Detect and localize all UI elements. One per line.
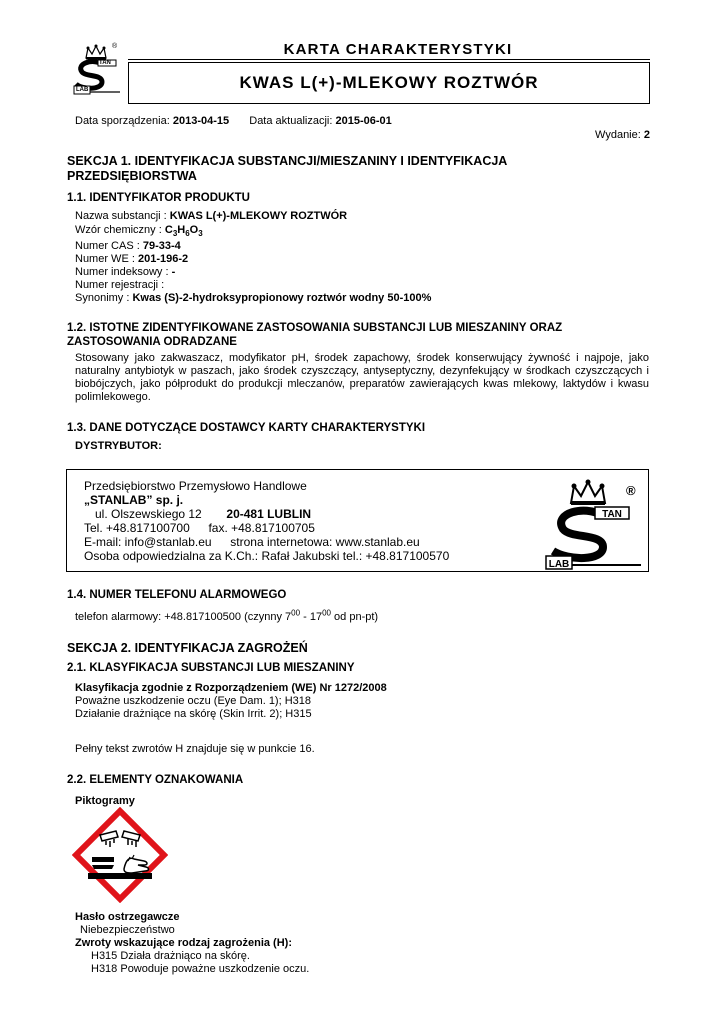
city: 20-481 LUBLIN <box>226 507 312 521</box>
logo-tan-large-text: TAN <box>602 509 622 520</box>
address-row <box>95 507 311 521</box>
section-1-1-title: 1.1. IDENTYFIKATOR PRODUKTU <box>67 192 250 204</box>
section-1-2-text: Stosowany jako zakwaszacz, modyfikator pH, środek zapachowy, środek konserwujący żywność i najpoje, jako naturalny antybiotyk w paszach, jako środek czyszczący, antyseptyczny, dezynfekujący w środkach czyszczących i biobójczych, jako półprodukt do produkcji mleczanów, preparatów zawierających kwas mlekowy, laktydów i kwasu polimlekowego. <box>75 352 649 403</box>
h-statements-note: Pełny tekst zwrotów H znajduje się w punkcie 16. <box>75 743 315 755</box>
signal-word-value: Niebezpieczeństwo <box>80 924 175 936</box>
registered-mark: ® <box>112 43 118 50</box>
classification-heading: Klasyfikacja zgodnie z Rozporządzeniem (WE) Nr 1272/2008 <box>75 682 387 694</box>
email: E-mail: info@stanlab.eu <box>84 535 212 549</box>
index-value: - <box>171 266 176 278</box>
we-value: 201-196-2 <box>137 253 189 265</box>
emergency-phone: telefon alarmowy: +48.817100500 (czynny $7^{00} - 17^{00}$ od pn-pt) <box>75 608 379 623</box>
registration-label: Numer rejestracji : <box>75 279 165 291</box>
responsible-person: Osoba odpowiedzialna za K.Ch.: Rafał Jakubski tel.: +48.817100570 <box>84 549 450 563</box>
company-name: „STANLAB” sp. j. <box>84 493 184 507</box>
pictograms-label: Piktogramy <box>75 795 135 807</box>
section-2-2-title: 2.2. ELEMENTY OZNAKOWANIA <box>67 774 244 786</box>
section-1-2-title-line2: ZASTOSOWANIA ODRADZANE <box>67 336 237 348</box>
h318-statement: H318 Powoduje poważne uszkodzenie oczu. <box>91 963 310 975</box>
chemical-formula: $C_3H_6O_3$ <box>164 224 203 239</box>
header-divider <box>128 59 650 60</box>
edition-value: 2 <box>643 129 650 141</box>
cas-value: 79-33-4 <box>142 240 181 252</box>
signal-word-label: Hasło ostrzegawcze <box>75 911 180 923</box>
synonyms-value: Kwas (S)-2-hydroksypropionowy roztwór wodny 50-100% <box>132 292 432 304</box>
section-1-3-title: 1.3. DANE DOTYCZĄCE DOSTAWCY KARTY CHARAKTERYSTYKI <box>67 422 426 434</box>
index-label: Numer indeksowy : <box>75 266 169 278</box>
contact-web-row <box>84 535 420 549</box>
formula-label: Wzór chemiczny : <box>75 224 162 236</box>
updated-value: 2015-06-01 <box>335 115 392 127</box>
h-statements-heading: Zwroty wskazujące rodzaj zagrożenia (H): <box>75 937 292 949</box>
website: strona internetowa: www.stanlab.eu <box>230 535 420 549</box>
substance-name-value: KWAS L(+)-MLEKOWY ROZTWÓR <box>169 210 348 222</box>
we-row <box>75 253 188 266</box>
updated-label: Data aktualizacji: <box>249 115 333 127</box>
formula-row <box>75 224 203 237</box>
substance-name-row <box>75 210 347 223</box>
section1-title-line2: PRZEDSIĘBIORSTWA <box>67 169 197 183</box>
distributor-label: DYSTRYBUTOR: <box>75 440 162 452</box>
edition-label: Wydanie: <box>595 129 641 141</box>
created-label: Data sporządzenia: <box>75 115 170 127</box>
substance-name-label: Nazwa substancji : <box>75 210 167 222</box>
section1-title-line1: SEKCJA 1. IDENTYFIKACJA SUBSTANCJI/MIESZANINY I IDENTYFIKACJA <box>67 154 508 168</box>
sheet-title: KARTA CHARAKTERYSTYKI <box>283 41 513 58</box>
tel: Tel. +48.817100700 <box>84 521 190 535</box>
corrosion-pictogram-icon <box>72 807 168 903</box>
dates-line <box>75 115 392 128</box>
fax: fax. +48.817100705 <box>208 521 315 535</box>
registration-row <box>75 279 164 292</box>
classification-line1: Poważne uszkodzenie oczu (Eye Dam. 1); H318 <box>75 695 312 707</box>
edition-line <box>595 129 650 142</box>
logo-lab-text: LAB <box>76 87 89 93</box>
street: ul. Olszewskiego 12 <box>95 507 202 521</box>
section-2-1-title: 2.1. KLASYFIKACJA SUBSTANCJI LUB MIESZANINY <box>67 662 355 674</box>
synonyms-label: Synonimy : <box>75 292 130 304</box>
section-1-2-title-line1: 1.2. ISTOTNE ZIDENTYFIKOWANE ZASTOSOWANIA SUBSTANCJI LUB MIESZANINY ORAZ <box>67 322 563 334</box>
section-1-4-title: 1.4. NUMER TELEFONU ALARMOWEGO <box>67 589 287 601</box>
cas-row <box>75 240 181 253</box>
section2-title: SEKCJA 2. IDENTYFIKACJA ZAGROŻEŃ <box>67 641 308 655</box>
we-label: Numer WE : <box>75 253 135 265</box>
cas-label: Numer CAS : <box>75 240 140 252</box>
logo-lab-large-text: LAB <box>548 559 570 570</box>
product-title: KWAS L(+)-MLEKOWY ROZTWÓR <box>239 73 539 92</box>
synonyms-row <box>75 292 431 305</box>
created-value: 2013-04-15 <box>172 115 230 127</box>
company-line1: Przedsiębiorstwo Przemysłowo Handlowe <box>84 479 307 493</box>
h315-statement: H315 Działa drażniąco na skórę. <box>91 950 250 962</box>
phone-row <box>84 521 315 535</box>
registered-mark-large: ® <box>626 483 636 498</box>
logo-tan-text: TAN <box>99 60 111 66</box>
classification-line2: Działanie drażniące na skórę (Skin Irrit. 2); H315 <box>75 708 312 720</box>
index-row <box>75 266 175 279</box>
